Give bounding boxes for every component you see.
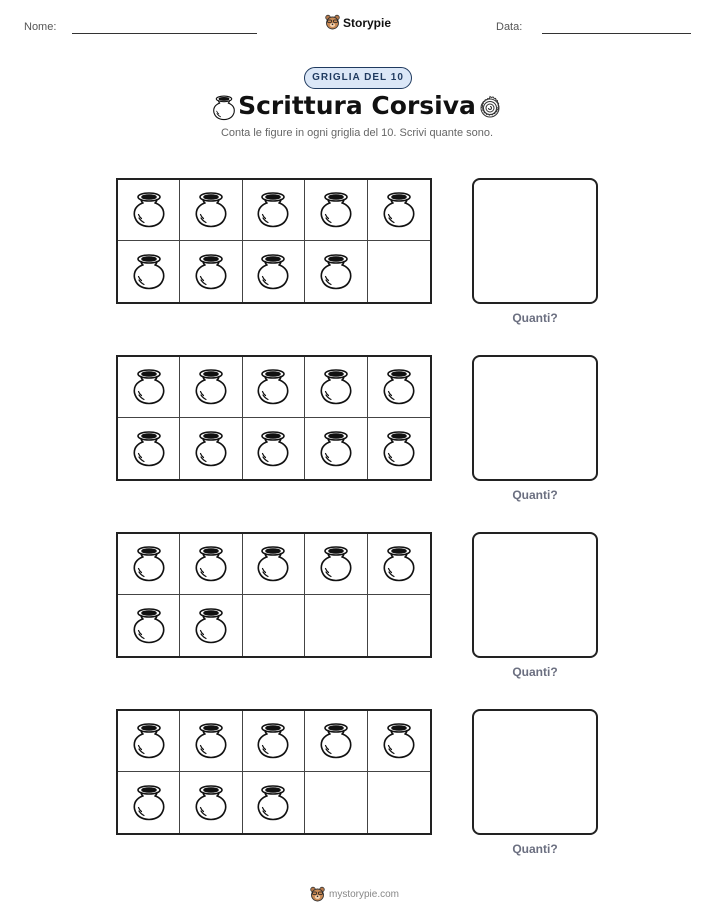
pot-icon	[379, 429, 419, 469]
grid-cell	[180, 357, 242, 418]
footer	[310, 886, 399, 903]
grid-cell	[368, 595, 430, 656]
pot-icon	[191, 367, 231, 407]
ten-frame-grid	[116, 355, 432, 481]
grid-cell	[118, 418, 180, 479]
ten-frame-grid	[116, 709, 432, 835]
page-title: Scrittura Corsiva	[238, 91, 476, 120]
pot-icon	[379, 721, 419, 761]
ten-frame-grid	[116, 532, 432, 658]
pot-icon	[191, 544, 231, 584]
pot-icon	[129, 783, 169, 823]
pot-icon	[316, 544, 356, 584]
answer-label: Quanti?	[512, 842, 558, 856]
pot-icon	[191, 721, 231, 761]
pot-icon	[191, 606, 231, 646]
grid-cell	[118, 595, 180, 656]
grid-cell	[180, 241, 242, 302]
grid-cell	[180, 711, 242, 772]
brand-logo	[325, 14, 391, 31]
answer-box[interactable]	[472, 709, 598, 835]
pot-icon	[253, 190, 293, 230]
pot-icon	[129, 544, 169, 584]
grid-cell	[243, 534, 305, 595]
grid-cell	[305, 595, 367, 656]
grid-cell	[305, 534, 367, 595]
answer-box[interactable]	[472, 355, 598, 481]
pot-icon	[379, 367, 419, 407]
answer-label: Quanti?	[512, 311, 558, 325]
pot-icon	[253, 783, 293, 823]
grid-cell	[305, 241, 367, 302]
grid-cell	[180, 180, 242, 241]
pot-icon	[210, 94, 238, 122]
answer-label: Quanti?	[512, 488, 558, 502]
grid-cell	[180, 595, 242, 656]
spiral-icon	[476, 94, 504, 122]
grid-cell	[368, 180, 430, 241]
grid-cell	[180, 534, 242, 595]
pot-icon	[191, 190, 231, 230]
worksheet-type-badge: GRIGLIA DEL 10	[304, 67, 412, 89]
grid-cell	[118, 241, 180, 302]
pot-icon	[129, 429, 169, 469]
grid-cell	[243, 180, 305, 241]
grid-cell	[368, 711, 430, 772]
answer-label: Quanti?	[512, 665, 558, 679]
grid-cell	[305, 180, 367, 241]
pot-icon	[253, 721, 293, 761]
pot-icon	[316, 190, 356, 230]
grid-cell	[118, 180, 180, 241]
grid-cell	[118, 357, 180, 418]
name-line[interactable]	[72, 33, 257, 34]
grid-cell	[305, 357, 367, 418]
grid-cell	[305, 711, 367, 772]
pot-icon	[129, 190, 169, 230]
date-label: Data:	[496, 21, 523, 33]
pot-icon	[129, 367, 169, 407]
grid-cell	[368, 534, 430, 595]
grid-cell	[180, 772, 242, 833]
grid-cell	[368, 241, 430, 302]
grid-cell	[118, 534, 180, 595]
pot-icon	[316, 721, 356, 761]
pot-icon	[129, 721, 169, 761]
pot-icon	[379, 544, 419, 584]
pot-icon	[253, 252, 293, 292]
pot-icon	[191, 783, 231, 823]
pot-icon	[379, 190, 419, 230]
grid-cell	[368, 357, 430, 418]
bear-icon	[325, 14, 340, 31]
grid-cell	[243, 357, 305, 418]
grid-cell	[243, 418, 305, 479]
answer-box[interactable]	[472, 532, 598, 658]
grid-cell	[180, 418, 242, 479]
pot-icon	[191, 252, 231, 292]
pot-icon	[253, 544, 293, 584]
instructions: Conta le figure in ogni griglia del 10. Scrivi quante sono.	[220, 127, 494, 139]
grid-cell	[118, 772, 180, 833]
pot-icon	[253, 367, 293, 407]
pot-icon	[191, 429, 231, 469]
pot-icon	[316, 367, 356, 407]
brand-name: Storypie	[343, 15, 392, 30]
grid-cell	[243, 772, 305, 833]
pot-icon	[253, 429, 293, 469]
pot-icon	[316, 252, 356, 292]
ten-frame-grid	[116, 178, 432, 304]
date-line[interactable]	[542, 33, 691, 34]
grid-cell	[118, 711, 180, 772]
pot-icon	[316, 429, 356, 469]
grid-cell	[368, 418, 430, 479]
name-label: Nome:	[24, 21, 57, 33]
footer-url[interactable]: mystorypie.com	[329, 889, 400, 900]
grid-cell	[368, 772, 430, 833]
pot-icon	[129, 252, 169, 292]
grid-cell	[243, 241, 305, 302]
answer-box[interactable]	[472, 178, 598, 304]
grid-cell	[243, 595, 305, 656]
bear-icon	[310, 886, 325, 903]
grid-cell	[305, 772, 367, 833]
grid-cell	[243, 711, 305, 772]
pot-icon	[129, 606, 169, 646]
grid-cell	[305, 418, 367, 479]
